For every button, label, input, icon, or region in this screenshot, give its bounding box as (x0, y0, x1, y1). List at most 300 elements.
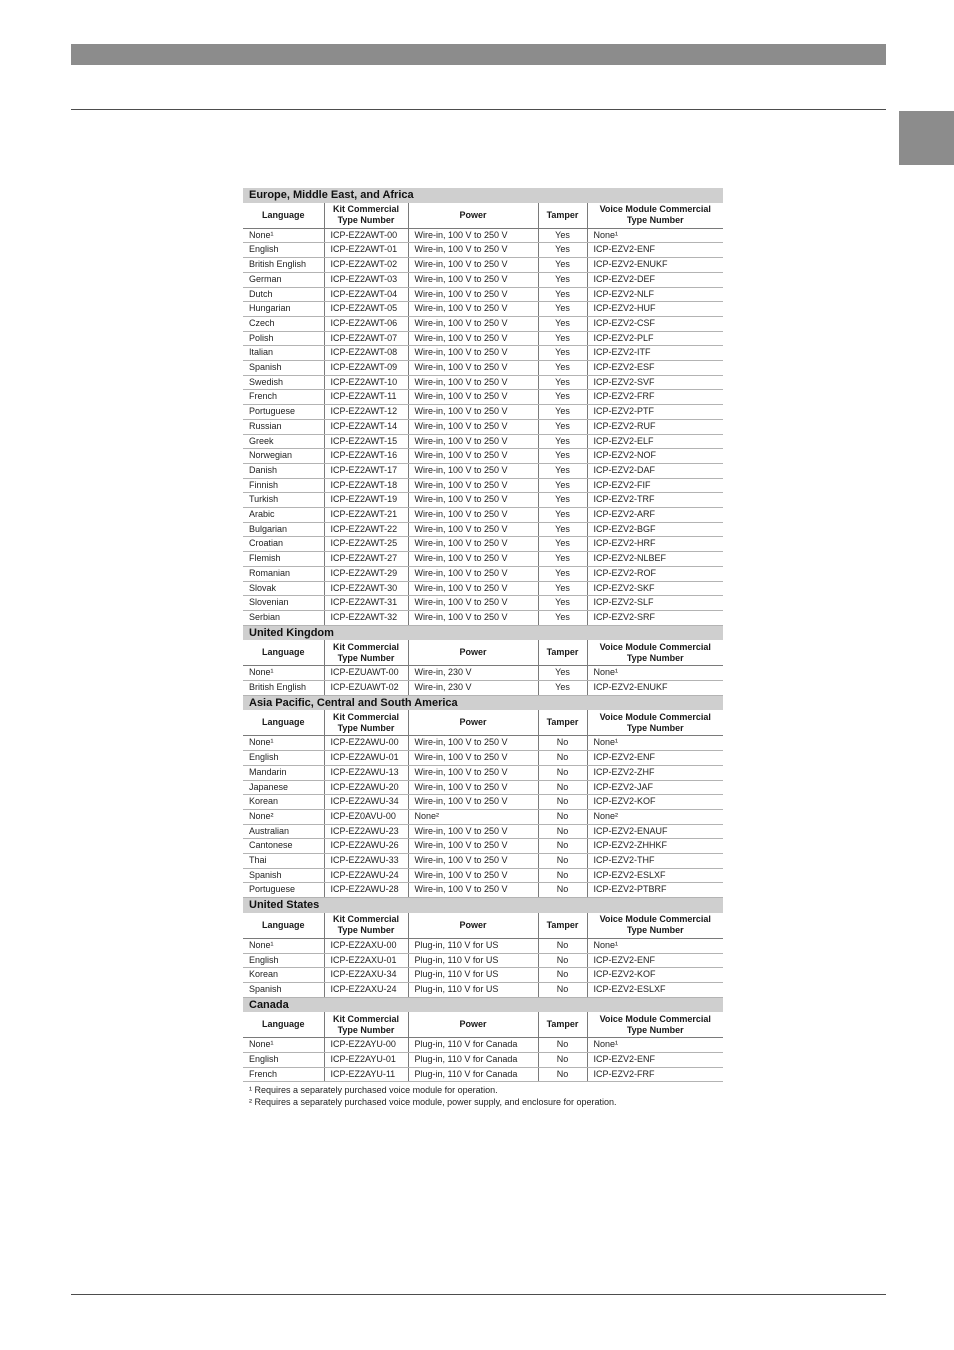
table-cell: ICP-EZV2-DEF (587, 272, 723, 287)
table-cell: Wire-in, 100 V to 250 V (408, 302, 538, 317)
table-cell: Plug-in, 110 V for Canada (408, 1053, 538, 1068)
table-cell: French (243, 390, 324, 405)
table-cell: ICP-EZV2-ITF (587, 346, 723, 361)
table-cell: No (538, 795, 587, 810)
table-cell: None¹ (587, 938, 723, 953)
table-cell: ICP-EZV2-RUF (587, 419, 723, 434)
table-cell: Wire-in, 100 V to 250 V (408, 751, 538, 766)
table-cell: Wire-in, 100 V to 250 V (408, 596, 538, 611)
table-cell: Yes (538, 272, 587, 287)
table-cell: Turkish (243, 493, 324, 508)
table-cell: Serbian (243, 610, 324, 625)
table-cell: ICP-EZ2AWT-12 (324, 405, 408, 420)
table-cell: No (538, 868, 587, 883)
table-cell: Plug-in, 110 V for Canada (408, 1067, 538, 1082)
table-cell: No (538, 839, 587, 854)
table-cell: None¹ (243, 1038, 324, 1053)
table-cell: ICP-EZV2-ZHF (587, 765, 723, 780)
table-cell: Wire-in, 100 V to 250 V (408, 434, 538, 449)
column-header: Voice Module Commercial Type Number (587, 913, 723, 939)
table-cell: Wire-in, 100 V to 250 V (408, 522, 538, 537)
table-header-row (243, 710, 723, 736)
table-cell: ICP-EZ2AWU-34 (324, 795, 408, 810)
table-cell: No (538, 1053, 587, 1068)
table-cell: ICP-EZV2-SLF (587, 596, 723, 611)
table-row (243, 868, 723, 883)
column-header: Language (243, 710, 324, 736)
table-cell: ICP-EZ2AWT-21 (324, 508, 408, 523)
table-cell: None¹ (243, 228, 324, 243)
region-table (243, 913, 723, 998)
table-row (243, 552, 723, 567)
table-row (243, 361, 723, 376)
table-cell: ICP-EZV2-PLF (587, 331, 723, 346)
region-title: United States (243, 898, 723, 913)
column-header: Voice Module Commercial Type Number (587, 640, 723, 666)
footnote-1: ¹ Requires a separately purchased voice module for operation. (249, 1085, 498, 1096)
table-row (243, 795, 723, 810)
table-cell: Wire-in, 100 V to 250 V (408, 780, 538, 795)
table-cell: No (538, 938, 587, 953)
table-cell: ICP-EZV2-JAF (587, 780, 723, 795)
table-row (243, 982, 723, 997)
table-cell: English (243, 1053, 324, 1068)
table-cell: ICP-EZ2AWT-11 (324, 390, 408, 405)
table-row (243, 824, 723, 839)
table-cell: English (243, 243, 324, 258)
table-cell: ICP-EZ2AWT-09 (324, 361, 408, 376)
table-cell: Wire-in, 100 V to 250 V (408, 331, 538, 346)
table-cell: ICP-EZ2AYU-11 (324, 1067, 408, 1082)
table-cell: ICP-EZ2AWU-26 (324, 839, 408, 854)
table-cell: ICP-EZV2-NLBEF (587, 552, 723, 567)
table-cell: None¹ (243, 938, 324, 953)
regions-container (243, 188, 723, 1082)
table-cell: Hungarian (243, 302, 324, 317)
table-cell: Romanian (243, 566, 324, 581)
table-cell: ICP-EZ2AYU-00 (324, 1038, 408, 1053)
table-cell: Arabic (243, 508, 324, 523)
table-cell: Yes (538, 508, 587, 523)
table-cell: Wire-in, 230 V (408, 681, 538, 696)
table-cell: ICP-EZV2-PTBRF (587, 883, 723, 898)
table-cell: Yes (538, 302, 587, 317)
table-row (243, 375, 723, 390)
table-cell: ICP-EZ2AWT-31 (324, 596, 408, 611)
table-cell: Wire-in, 100 V to 250 V (408, 765, 538, 780)
table-cell: ICP-EZ2AWT-00 (324, 228, 408, 243)
table-cell: ICP-EZ2AWT-06 (324, 316, 408, 331)
table-cell: ICP-EZ2AWT-16 (324, 449, 408, 464)
table-cell: ICP-EZV2-ZHHKF (587, 839, 723, 854)
table-cell: Cantonese (243, 839, 324, 854)
table-cell: None¹ (243, 736, 324, 751)
table-cell: ICP-EZ2AXU-34 (324, 968, 408, 983)
table-cell: Yes (538, 405, 587, 420)
table-row (243, 228, 723, 243)
table-cell: ICP-EZ2AWT-30 (324, 581, 408, 596)
region-table (243, 203, 723, 626)
table-cell: None² (587, 809, 723, 824)
table-cell: British English (243, 681, 324, 696)
table-cell: No (538, 953, 587, 968)
table-row (243, 537, 723, 552)
table-cell: ICP-EZ2AWT-27 (324, 552, 408, 567)
table-cell: ICP-EZ2AWT-01 (324, 243, 408, 258)
table-row (243, 463, 723, 478)
table-cell: English (243, 751, 324, 766)
table-row (243, 839, 723, 854)
region-table (243, 1012, 723, 1082)
table-cell: Greek (243, 434, 324, 449)
table-cell: Wire-in, 100 V to 250 V (408, 258, 538, 273)
table-row (243, 681, 723, 696)
table-cell: ICP-EZV2-FRF (587, 1067, 723, 1082)
table-cell: Mandarin (243, 765, 324, 780)
region-title: Canada (243, 998, 723, 1013)
table-cell: Yes (538, 258, 587, 273)
column-header: Tamper (538, 640, 587, 666)
table-cell: Wire-in, 100 V to 250 V (408, 419, 538, 434)
table-cell: ICP-EZ2AWU-13 (324, 765, 408, 780)
table-cell: Swedish (243, 375, 324, 390)
table-cell: No (538, 883, 587, 898)
table-cell: ICP-EZV2-ENF (587, 243, 723, 258)
table-cell: Japanese (243, 780, 324, 795)
table-cell: None¹ (587, 1038, 723, 1053)
table-cell: ICP-EZV2-ENF (587, 751, 723, 766)
table-cell: ICP-EZ2AYU-01 (324, 1053, 408, 1068)
table-row (243, 390, 723, 405)
table-cell: ICP-EZ2AWT-07 (324, 331, 408, 346)
table-cell: British English (243, 258, 324, 273)
table-cell: ICP-EZV2-PTF (587, 405, 723, 420)
table-row (243, 346, 723, 361)
table-cell: Yes (538, 346, 587, 361)
table-cell: Wire-in, 100 V to 250 V (408, 228, 538, 243)
table-cell: ICP-EZV2-ENF (587, 1053, 723, 1068)
table-cell: ICP-EZ2AWT-05 (324, 302, 408, 317)
table-cell: ICP-EZ2AWT-02 (324, 258, 408, 273)
table-cell: French (243, 1067, 324, 1082)
table-cell: Yes (538, 228, 587, 243)
table-cell: Wire-in, 100 V to 250 V (408, 581, 538, 596)
table-cell: Yes (538, 537, 587, 552)
table-cell: None¹ (587, 736, 723, 751)
table-cell: Yes (538, 681, 587, 696)
table-cell: Wire-in, 100 V to 250 V (408, 316, 538, 331)
table-cell: ICP-EZ0AVU-00 (324, 809, 408, 824)
table-cell: ICP-EZV2-DAF (587, 463, 723, 478)
table-cell: Yes (538, 493, 587, 508)
table-row (243, 419, 723, 434)
table-cell: ICP-EZ2AWT-04 (324, 287, 408, 302)
table-cell: ICP-EZ2AWT-18 (324, 478, 408, 493)
table-cell: Yes (538, 581, 587, 596)
column-header: Tamper (538, 1012, 587, 1038)
table-cell: Yes (538, 316, 587, 331)
table-row (243, 953, 723, 968)
table-cell: ICP-EZ2AWT-14 (324, 419, 408, 434)
table-cell: ICP-EZV2-THF (587, 854, 723, 869)
table-cell: ICP-EZ2AWT-17 (324, 463, 408, 478)
table-row (243, 780, 723, 795)
table-cell: Yes (538, 331, 587, 346)
header-bar (71, 44, 886, 65)
table-cell: Yes (538, 449, 587, 464)
table-cell: ICP-EZ2AWT-10 (324, 375, 408, 390)
table-cell: No (538, 809, 587, 824)
table-cell: None¹ (587, 666, 723, 681)
table-row (243, 938, 723, 953)
table-cell: No (538, 765, 587, 780)
table-cell: Wire-in, 100 V to 250 V (408, 346, 538, 361)
table-cell: ICP-EZ2AWT-19 (324, 493, 408, 508)
table-header-row (243, 913, 723, 939)
table-cell: Yes (538, 463, 587, 478)
footer-divider (71, 1294, 886, 1295)
region-title: Europe, Middle East, and Africa (243, 188, 723, 203)
column-header: Kit Commercial Type Number (324, 203, 408, 229)
table-cell: ICP-EZV2-ESLXF (587, 982, 723, 997)
column-header: Power (408, 710, 538, 736)
table-row (243, 968, 723, 983)
table-cell: ICP-EZV2-NLF (587, 287, 723, 302)
table-cell: Plug-in, 110 V for US (408, 953, 538, 968)
table-cell: Australian (243, 824, 324, 839)
table-row (243, 765, 723, 780)
column-header: Voice Module Commercial Type Number (587, 203, 723, 229)
table-cell: ICP-EZV2-FIF (587, 478, 723, 493)
table-cell: No (538, 780, 587, 795)
column-header: Power (408, 203, 538, 229)
table-cell: ICP-EZ2AWT-32 (324, 610, 408, 625)
table-row (243, 478, 723, 493)
table-cell: ICP-EZV2-ENUKF (587, 258, 723, 273)
table-cell: Slovenian (243, 596, 324, 611)
table-cell: No (538, 854, 587, 869)
table-cell: No (538, 1067, 587, 1082)
table-cell: ICP-EZV2-ENAUF (587, 824, 723, 839)
table-cell: ICP-EZV2-ESF (587, 361, 723, 376)
column-header: Power (408, 1012, 538, 1038)
table-cell: German (243, 272, 324, 287)
table-cell: Norwegian (243, 449, 324, 464)
table-cell: No (538, 982, 587, 997)
table-cell: Yes (538, 566, 587, 581)
table-cell: ICP-EZUAWT-02 (324, 681, 408, 696)
table-cell: Wire-in, 230 V (408, 666, 538, 681)
table-cell: Thai (243, 854, 324, 869)
column-header: Tamper (538, 710, 587, 736)
table-cell: No (538, 751, 587, 766)
table-cell: Russian (243, 419, 324, 434)
table-cell: Czech (243, 316, 324, 331)
table-cell: Wire-in, 100 V to 250 V (408, 405, 538, 420)
table-cell: ICP-EZ2AWT-25 (324, 537, 408, 552)
table-cell: ICP-EZV2-HRF (587, 537, 723, 552)
table-row (243, 610, 723, 625)
table-cell: ICP-EZV2-SVF (587, 375, 723, 390)
table-row (243, 751, 723, 766)
table-header-row (243, 640, 723, 666)
table-cell: None² (243, 809, 324, 824)
table-cell: Finnish (243, 478, 324, 493)
table-row (243, 809, 723, 824)
region-title: United Kingdom (243, 626, 723, 641)
table-cell: Wire-in, 100 V to 250 V (408, 478, 538, 493)
table-cell: Wire-in, 100 V to 250 V (408, 375, 538, 390)
table-header-row (243, 203, 723, 229)
table-cell: ICP-EZV2-KOF (587, 795, 723, 810)
table-cell: ICP-EZV2-ELF (587, 434, 723, 449)
table-cell: ICP-EZ2AWU-00 (324, 736, 408, 751)
table-row (243, 596, 723, 611)
table-cell: Yes (538, 390, 587, 405)
table-cell: Yes (538, 552, 587, 567)
table-cell: Wire-in, 100 V to 250 V (408, 610, 538, 625)
table-cell: No (538, 736, 587, 751)
table-row (243, 434, 723, 449)
table-cell: Yes (538, 666, 587, 681)
table-cell: Wire-in, 100 V to 250 V (408, 449, 538, 464)
table-cell: Yes (538, 522, 587, 537)
table-cell: Spanish (243, 868, 324, 883)
table-cell: Portuguese (243, 883, 324, 898)
table-cell: ICP-EZ2AWU-28 (324, 883, 408, 898)
table-cell: Wire-in, 100 V to 250 V (408, 508, 538, 523)
column-header: Tamper (538, 203, 587, 229)
table-cell: ICP-EZV2-ENUKF (587, 681, 723, 696)
table-row (243, 508, 723, 523)
table-cell: Wire-in, 100 V to 250 V (408, 390, 538, 405)
table-header-row (243, 1012, 723, 1038)
table-cell: ICP-EZ2AWU-23 (324, 824, 408, 839)
table-cell: No (538, 1038, 587, 1053)
table-row (243, 287, 723, 302)
table-cell: Korean (243, 795, 324, 810)
table-cell: No (538, 968, 587, 983)
table-cell: Bulgarian (243, 522, 324, 537)
table-cell: ICP-EZUAWT-00 (324, 666, 408, 681)
table-row (243, 566, 723, 581)
table-row (243, 272, 723, 287)
column-header: Kit Commercial Type Number (324, 913, 408, 939)
table-cell: Yes (538, 596, 587, 611)
table-row (243, 883, 723, 898)
table-cell: ICP-EZV2-TRF (587, 493, 723, 508)
table-cell: ICP-EZV2-ROF (587, 566, 723, 581)
table-cell: ICP-EZV2-NOF (587, 449, 723, 464)
table-row (243, 854, 723, 869)
table-row (243, 316, 723, 331)
table-cell: Dutch (243, 287, 324, 302)
table-cell: ICP-EZ2AWT-08 (324, 346, 408, 361)
table-cell: Wire-in, 100 V to 250 V (408, 854, 538, 869)
table-row (243, 493, 723, 508)
table-cell: ICP-EZ2AWU-20 (324, 780, 408, 795)
table-cell: Wire-in, 100 V to 250 V (408, 868, 538, 883)
region-table (243, 710, 723, 898)
table-row (243, 1038, 723, 1053)
table-cell: ICP-EZV2-CSF (587, 316, 723, 331)
table-row (243, 522, 723, 537)
chapter-tab (899, 111, 954, 165)
table-cell: ICP-EZ2AWU-33 (324, 854, 408, 869)
column-header: Kit Commercial Type Number (324, 640, 408, 666)
table-cell: ICP-EZV2-BGF (587, 522, 723, 537)
table-cell: Plug-in, 110 V for US (408, 938, 538, 953)
table-row (243, 1053, 723, 1068)
column-header: Language (243, 640, 324, 666)
footnotes (243, 1084, 723, 1108)
table-cell: ICP-EZ2AXU-01 (324, 953, 408, 968)
region-table (243, 640, 723, 695)
column-header: Kit Commercial Type Number (324, 710, 408, 736)
table-cell: Wire-in, 100 V to 250 V (408, 361, 538, 376)
table-cell: Wire-in, 100 V to 250 V (408, 883, 538, 898)
table-row (243, 666, 723, 681)
region-title: Asia Pacific, Central and South America (243, 696, 723, 711)
table-cell: Croatian (243, 537, 324, 552)
table-cell: Korean (243, 968, 324, 983)
table-cell: ICP-EZ2AWU-01 (324, 751, 408, 766)
table-cell: Yes (538, 419, 587, 434)
table-cell: Polish (243, 331, 324, 346)
table-cell: ICP-EZ2AWT-15 (324, 434, 408, 449)
table-cell: Yes (538, 610, 587, 625)
column-header: Language (243, 913, 324, 939)
table-cell: Plug-in, 110 V for US (408, 968, 538, 983)
table-cell: Wire-in, 100 V to 250 V (408, 493, 538, 508)
table-cell: None¹ (243, 666, 324, 681)
table-cell: ICP-EZ2AWT-03 (324, 272, 408, 287)
table-cell: ICP-EZ2AWT-29 (324, 566, 408, 581)
table-cell: Yes (538, 243, 587, 258)
table-cell: Wire-in, 100 V to 250 V (408, 824, 538, 839)
table-cell: ICP-EZV2-SRF (587, 610, 723, 625)
table-cell: Plug-in, 110 V for Canada (408, 1038, 538, 1053)
table-cell: Portuguese (243, 405, 324, 420)
table-row (243, 302, 723, 317)
table-cell: Wire-in, 100 V to 250 V (408, 736, 538, 751)
table-cell: Wire-in, 100 V to 250 V (408, 463, 538, 478)
column-header: Language (243, 1012, 324, 1038)
table-cell: Wire-in, 100 V to 250 V (408, 272, 538, 287)
table-cell: Wire-in, 100 V to 250 V (408, 795, 538, 810)
table-row (243, 581, 723, 596)
column-header: Tamper (538, 913, 587, 939)
table-cell: Spanish (243, 361, 324, 376)
table-cell: Yes (538, 287, 587, 302)
table-cell: Plug-in, 110 V for US (408, 982, 538, 997)
table-cell: No (538, 824, 587, 839)
table-cell: Yes (538, 375, 587, 390)
table-row (243, 736, 723, 751)
table-cell: ICP-EZ2AWT-22 (324, 522, 408, 537)
column-header: Power (408, 913, 538, 939)
table-cell: ICP-EZ2AWU-24 (324, 868, 408, 883)
table-cell: Danish (243, 463, 324, 478)
table-cell: Italian (243, 346, 324, 361)
table-row (243, 449, 723, 464)
table-cell: ICP-EZV2-ESLXF (587, 868, 723, 883)
footnote-2: ² Requires a separately purchased voice module, power supply, and enclosure for operation. (249, 1097, 617, 1108)
table-cell: ICP-EZV2-HUF (587, 302, 723, 317)
table-cell: Flemish (243, 552, 324, 567)
column-header: Voice Module Commercial Type Number (587, 710, 723, 736)
table-cell: English (243, 953, 324, 968)
